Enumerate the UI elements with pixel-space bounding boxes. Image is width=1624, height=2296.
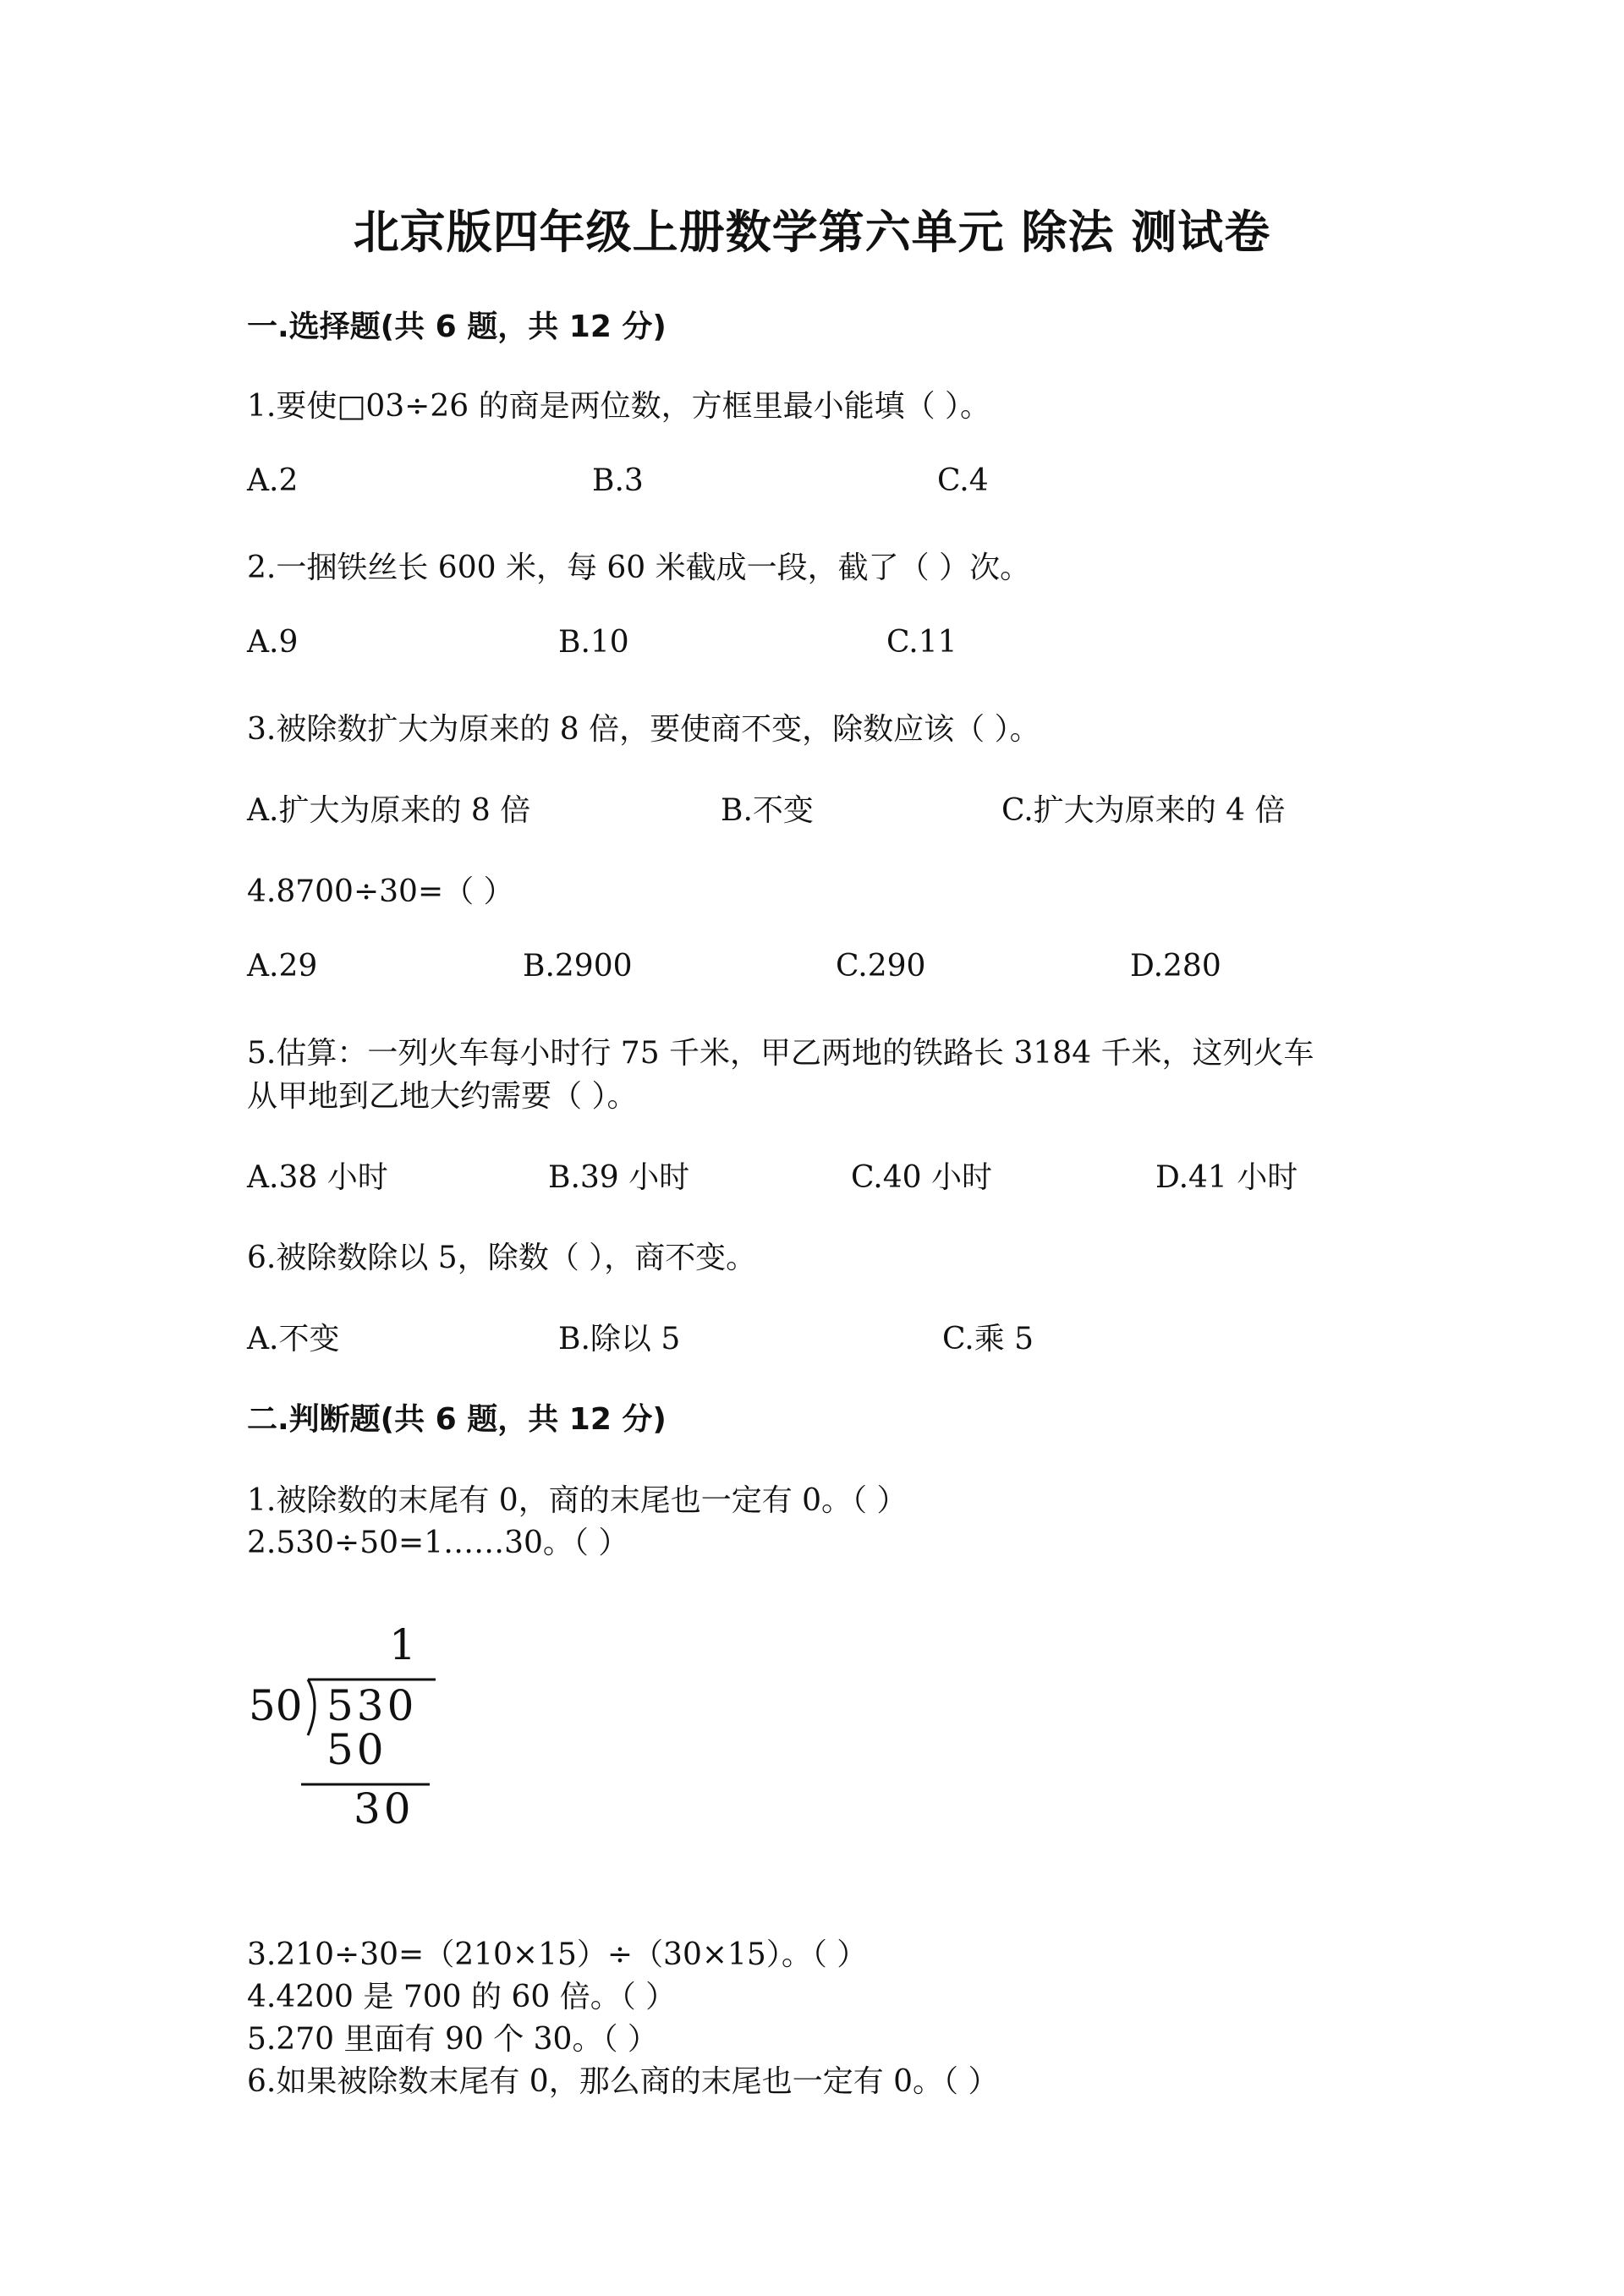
option-c: C.11: [886, 625, 957, 660]
product-number: 50: [326, 1725, 387, 1774]
option-c: C.4: [937, 463, 989, 498]
judgement-question: 2.530÷50=1……30。（ ）: [247, 1526, 629, 1560]
remainder-number: 30: [354, 1784, 414, 1833]
judgement-question: 6.如果被除数末尾有 0，那么商的末尾也一定有 0。（ ）: [247, 2064, 999, 2099]
option-a: A.29: [247, 949, 318, 984]
question-text: 6.被除数除以 5，除数（ ），商不变。: [247, 1241, 757, 1275]
option-c: C.乘 5: [942, 1322, 1034, 1356]
long-division-figure: [245, 1620, 448, 1844]
option-a: A.38 小时: [247, 1160, 388, 1195]
judgement-question: 5.270 里面有 90 个 30。（ ）: [247, 2022, 658, 2057]
option-a: A.不变: [247, 1322, 340, 1356]
dividend-number: 530: [326, 1681, 418, 1730]
option-d: D.41 小时: [1155, 1160, 1298, 1195]
option-a: A.2: [247, 463, 299, 498]
option-c: C.扩大为原来的 4 倍: [1001, 793, 1286, 828]
option-b: B.2900: [523, 949, 633, 984]
page-title: 北京版四年级上册数学第六单元 除法 测试卷: [353, 205, 1271, 259]
judgement-question: 4.4200 是 700 的 60 倍。（ ）: [247, 1980, 677, 2014]
option-c: C.290: [836, 949, 926, 984]
question-text: 4.8700÷30=（ ）: [247, 874, 514, 909]
judgement-question: 3.210÷30=（210×15）÷（30×15）。（ ）: [247, 1937, 868, 1972]
question-text-line2: 从甲地到乙地大约需要（ ）。: [247, 1079, 638, 1114]
question-text: 3.被除数扩大为原来的 8 倍，要使商不变，除数应该（ ）。: [247, 712, 1040, 747]
option-a: A.扩大为原来的 8 倍: [247, 793, 531, 828]
section-heading-choice: 一.选择题(共 6 题，共 12 分): [247, 310, 667, 344]
option-c: C.40 小时: [851, 1160, 992, 1195]
option-b: B.3: [592, 463, 644, 498]
judgement-question: 1.被除数的末尾有 0，商的末尾也一定有 0。（ ）: [247, 1483, 908, 1518]
quotient-digit: 1: [389, 1620, 416, 1669]
option-b: B.不变: [721, 793, 814, 828]
option-a: A.9: [247, 625, 299, 660]
question-text: 1.要使□03÷26 的商是两位数，方框里最小能填（ ）。: [247, 389, 991, 424]
option-b: B.10: [558, 625, 629, 660]
divisor-number: 50: [249, 1681, 303, 1730]
section-heading-judgement: 二.判断题(共 6 题，共 12 分): [247, 1402, 667, 1437]
question-text: 2.一捆铁丝长 600 米，每 60 米截成一段，截了（ ）次。: [247, 551, 1031, 585]
option-d: D.280: [1130, 949, 1221, 984]
option-b: B.39 小时: [548, 1160, 690, 1195]
question-text-line1: 5.估算：一列火车每小时行 75 千米，甲乙两地的铁路长 3184 千米，这列火车: [247, 1036, 1314, 1071]
option-b: B.除以 5: [558, 1322, 681, 1356]
